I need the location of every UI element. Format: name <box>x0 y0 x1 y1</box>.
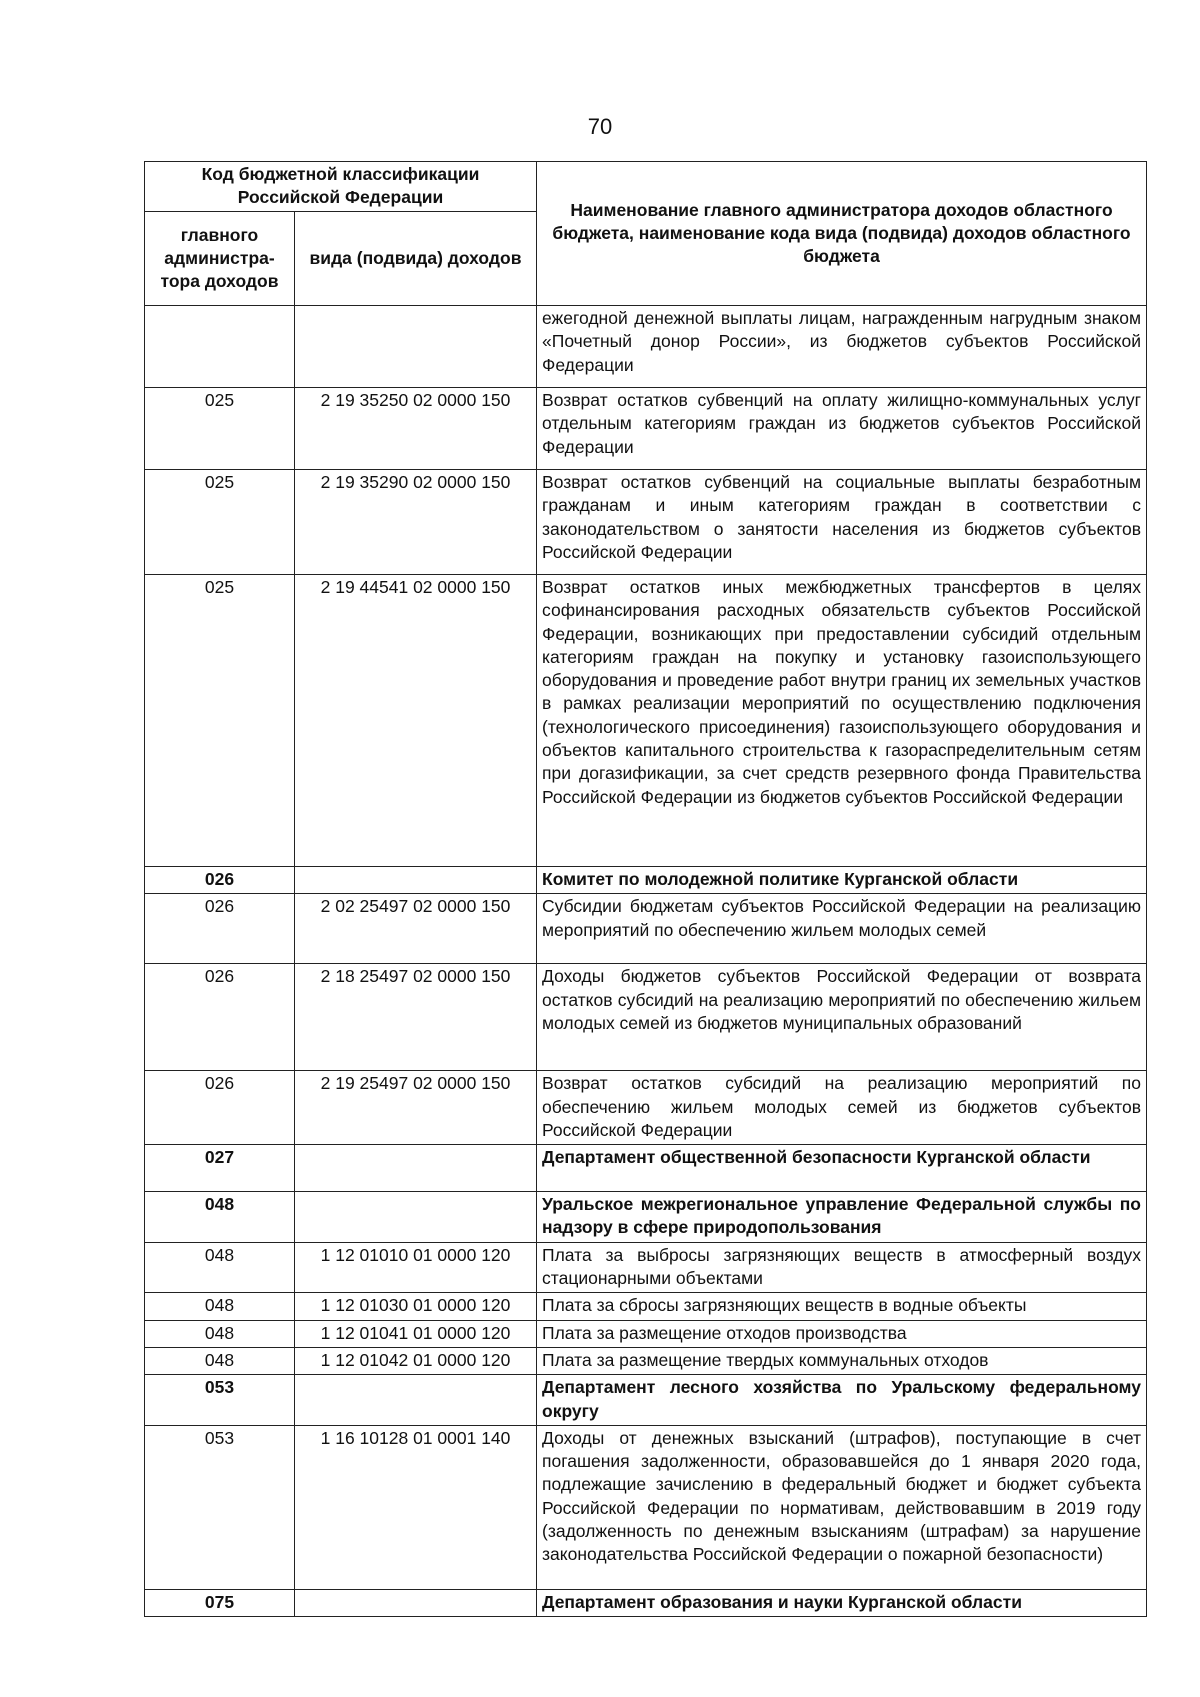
table-row <box>145 1375 1147 1426</box>
admin-code-cell: 025 <box>145 388 295 470</box>
revenue-code-cell: 2 19 44541 02 0000 150 <box>295 575 537 867</box>
admin-code-cell: 075 <box>145 1589 295 1616</box>
revenue-code-cell: 2 19 25497 02 0000 150 <box>295 1071 537 1145</box>
admin-code-cell: 026 <box>145 1071 295 1145</box>
admin-code-cell: 025 <box>145 470 295 575</box>
table-row <box>145 1425 1147 1589</box>
admin-code-cell <box>145 306 295 388</box>
table-row <box>145 1320 1147 1347</box>
header-budget-classification-code: Код бюджетной классификации Российской Федерации <box>145 162 537 212</box>
administrator-name-cell: Департамент общественной безопасности Курганской области <box>537 1145 1147 1192</box>
revenue-code-cell <box>295 1192 537 1243</box>
table-row <box>145 1293 1147 1320</box>
page-number: 70 <box>587 114 613 139</box>
admin-code-cell: 025 <box>145 575 295 867</box>
admin-code-cell: 048 <box>145 1347 295 1374</box>
revenue-code-cell: 1 12 01042 01 0000 120 <box>295 1347 537 1374</box>
revenue-code-cell <box>295 306 537 388</box>
table-row <box>145 1071 1147 1145</box>
revenue-code-cell: 1 12 01010 01 0000 120 <box>295 1242 537 1293</box>
table-row <box>145 867 1147 894</box>
revenue-name-cell: ежегодной денежной выплаты лицам, награжденным нагрудным знаком «Почетный донор России», из бюджетов субъектов Российской Федерации <box>537 306 1147 388</box>
admin-code-cell: 048 <box>145 1320 295 1347</box>
revenue-name-cell: Плата за выбросы загрязняющих веществ в атмосферный воздух стационарными объектами <box>537 1242 1147 1293</box>
revenue-code-cell: 1 12 01041 01 0000 120 <box>295 1320 537 1347</box>
revenue-code-cell: 1 12 01030 01 0000 120 <box>295 1293 537 1320</box>
revenue-code-cell <box>295 867 537 894</box>
table-row <box>145 1192 1147 1243</box>
table-row <box>145 1589 1147 1616</box>
admin-code-cell: 027 <box>145 1145 295 1192</box>
header-chief-administrator: главного администра-тора доходов <box>145 212 295 306</box>
admin-code-cell: 026 <box>145 964 295 1071</box>
table-row <box>145 470 1147 575</box>
revenue-name-cell: Доходы от денежных взысканий (штрафов), поступающие в счет погашения задолженности, образовавшейся до 1 января 2020 года, подлежащие зачислению в федеральный бюджет и бюджет субъекта Российской Федерации по нормативам, действовавшим в 2019 году (задолженность по денежным взысканиям (штрафам) за нарушение законодательства Российской Федерации о пожарной безопасности) <box>537 1425 1147 1589</box>
revenue-name-cell: Возврат остатков иных межбюджетных трансфертов в целях софинансирования расходных обязательств субъектов Российской Федерации, возникающих при предоставлении субсидий отдельным категориям граждан на покупку и установку газоиспользующего оборудования и проведение работ внутри границ их земельных участков в рамках реализации мероприятий по осуществлению подключения (технологического присоединения) газоиспользующего оборудования и объектов капитального строительства к газораспределительным сетям при догазификации, за счет средств резервного фонда Правительства Российской Федерации из бюджетов субъектов Российской Федерации <box>537 575 1147 867</box>
administrator-name-cell: Уральское межрегиональное управление Федеральной службы по надзору в сфере природопользования <box>537 1192 1147 1243</box>
revenue-code-cell: 2 02 25497 02 0000 150 <box>295 894 537 964</box>
admin-code-cell: 053 <box>145 1425 295 1589</box>
revenue-code-cell: 2 19 35290 02 0000 150 <box>295 470 537 575</box>
table-row <box>145 388 1147 470</box>
revenue-code-cell: 2 19 35250 02 0000 150 <box>295 388 537 470</box>
revenue-code-cell: 1 16 10128 01 0001 140 <box>295 1425 537 1589</box>
revenue-code-cell <box>295 1589 537 1616</box>
admin-code-cell: 048 <box>145 1293 295 1320</box>
administrator-name-cell: Департамент образования и науки Курганской области <box>537 1589 1147 1616</box>
table-row <box>145 1242 1147 1293</box>
header-revenue-type-code: вида (подвида) доходов <box>295 212 537 306</box>
table-row <box>145 575 1147 867</box>
revenue-code-cell <box>295 1145 537 1192</box>
admin-code-cell: 048 <box>145 1192 295 1243</box>
revenue-name-cell: Возврат остатков субсидий на реализацию мероприятий по обеспечению жильем молодых семей из бюджетов субъектов Российской Федерации <box>537 1071 1147 1145</box>
revenue-name-cell: Субсидии бюджетам субъектов Российской Федерации на реализацию мероприятий по обеспечению жильем молодых семей <box>537 894 1147 964</box>
admin-code-cell: 048 <box>145 1242 295 1293</box>
header-administrator-name: Наименование главного администратора доходов областного бюджета, наименование кода вида (подвида) доходов областного бюджета <box>537 162 1147 306</box>
revenue-code-cell <box>295 1375 537 1426</box>
table-row <box>145 894 1147 964</box>
table-row <box>145 1145 1147 1192</box>
table-row <box>145 306 1147 388</box>
revenue-name-cell: Плата за размещение твердых коммунальных отходов <box>537 1347 1147 1374</box>
revenue-code-cell: 2 18 25497 02 0000 150 <box>295 964 537 1071</box>
admin-code-cell: 026 <box>145 894 295 964</box>
revenue-name-cell: Плата за размещение отходов производства <box>537 1320 1147 1347</box>
revenue-name-cell: Доходы бюджетов субъектов Российской Федерации от возврата остатков субсидий на реализацию мероприятий по обеспечению жильем молодых семей из бюджетов муниципальных образований <box>537 964 1147 1071</box>
revenue-name-cell: Возврат остатков субвенций на социальные выплаты безработным гражданам и иным категориям граждан в соответствии с законодательством о занятости населения из бюджетов субъектов Российской Федерации <box>537 470 1147 575</box>
table-row <box>145 1347 1147 1374</box>
administrator-name-cell: Комитет по молодежной политике Курганской области <box>537 867 1147 894</box>
revenue-classification-table <box>144 161 1147 1617</box>
revenue-name-cell: Плата за сбросы загрязняющих веществ в водные объекты <box>537 1293 1147 1320</box>
admin-code-cell: 026 <box>145 867 295 894</box>
table-row <box>145 964 1147 1071</box>
revenue-name-cell: Возврат остатков субвенций на оплату жилищно-коммунальных услуг отдельным категориям граждан из бюджетов субъектов Российской Федерации <box>537 388 1147 470</box>
administrator-name-cell: Департамент лесного хозяйства по Уральскому федеральному округу <box>537 1375 1147 1426</box>
admin-code-cell: 053 <box>145 1375 295 1426</box>
